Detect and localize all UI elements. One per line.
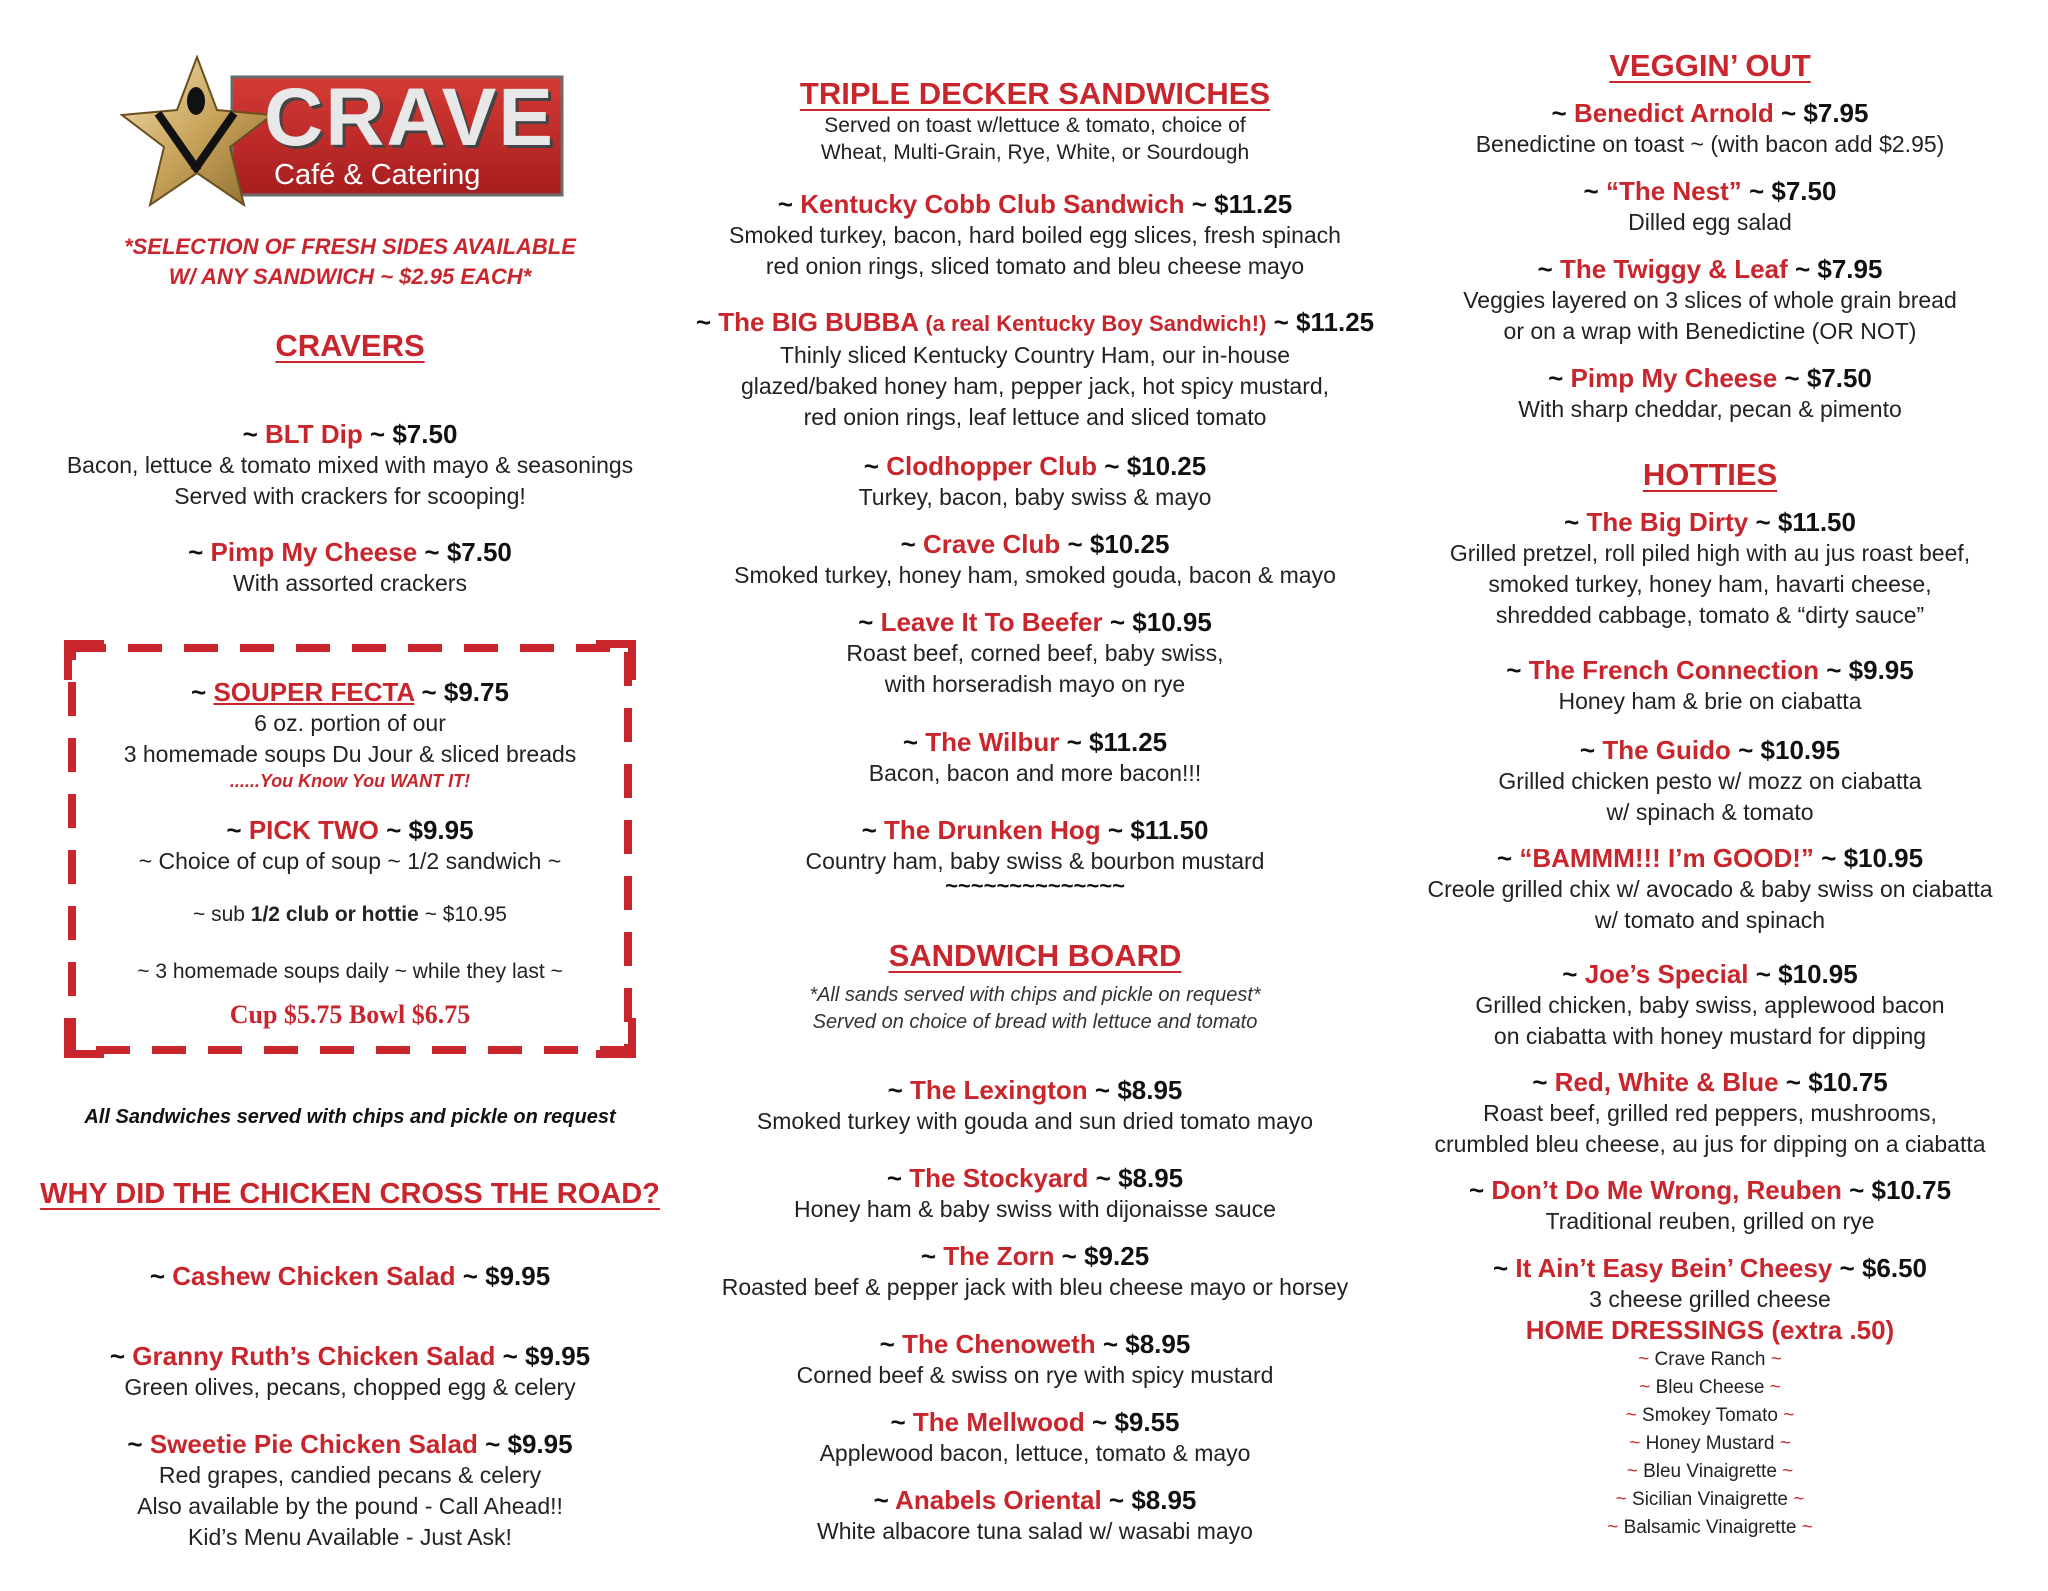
item-desc: Corned beef & swiss on rye with spicy mustard <box>796 1362 1274 1388</box>
item-desc: Dilled egg salad <box>1628 209 1792 235</box>
menu-item: ~ BLT Dip ~ $7.50 Bacon, lettuce & tomato mixed with mayo & seasonings Served with crackers for scooping! <box>40 418 660 512</box>
item-name: The Stockyard <box>909 1163 1089 1193</box>
sandwich-board-heading: SANDWICH BOARD <box>888 938 1182 973</box>
dressing-label: Honey Mustard <box>1645 1433 1775 1454</box>
item-name: The Big Dirty <box>1586 507 1749 537</box>
item-price: $11.25 <box>1296 307 1375 337</box>
item-price: $10.25 <box>1126 451 1207 481</box>
triple-decker-heading: TRIPLE DECKER SANDWICHES <box>799 76 1271 111</box>
item-desc: Thinly sliced Kentucky Country Ham, our in-house <box>779 342 1291 368</box>
dressing-label: Balsamic Vinaigrette <box>1623 1517 1797 1538</box>
item-price: $10.75 <box>1808 1067 1888 1097</box>
dressing-item: ~ Bleu Vinaigrette ~ <box>1626 1461 1794 1482</box>
dressing-item: ~ Crave Ranch ~ <box>1638 1349 1782 1370</box>
item-name: The Zorn <box>943 1241 1055 1271</box>
item-price: $7.50 <box>1806 363 1872 393</box>
cravers-heading: CRAVERS <box>275 328 425 363</box>
item-desc: with horseradish mayo on rye <box>884 671 1186 697</box>
item-desc: glazed/baked honey ham, pepper jack, hot spicy mustard, <box>740 373 1330 399</box>
item-price: $10.25 <box>1089 529 1170 559</box>
item-desc: Country ham, baby swiss & bourbon mustard <box>805 848 1265 874</box>
menu-item: ~ Clodhopper Club ~ $10.25 Turkey, bacon, baby swiss & mayo <box>695 450 1375 513</box>
sub-prefix: ~ sub <box>193 903 251 926</box>
chicken-heading: WHY DID THE CHICKEN CROSS THE ROAD? <box>40 1178 660 1210</box>
dressings-heading: HOME DRESSINGS (extra .50) <box>1525 1315 1895 1345</box>
item-desc: Served with crackers for scooping! <box>174 483 526 509</box>
menu-item: ~ It Ain’t Easy Bein’ Cheesy ~ $6.50 3 cheese grilled cheese <box>1410 1252 2010 1315</box>
souper-content: ~ SOUPER FECTA ~ $9.75 6 oz. portion of our 3 homemade soups Du Jour & sliced breads ......You Know You WANT IT! ~ PICK TWO ~ $9.95 ~ Choice of cup of soup ~ 1/2 sandwich ~ ~ sub 1/2 club or hottie ~ $10.95 ~ 3 homemade soups daily ~ while they last ~ Cup $5.75 Bowl $6.75 <box>64 676 636 1031</box>
item-desc: Turkey, bacon, baby swiss & mayo <box>858 484 1212 510</box>
item-name: Pimp My Cheese <box>210 537 418 567</box>
item-price: $6.50 <box>1861 1253 1928 1283</box>
item-desc: Kid’s Menu Available - Just Ask! <box>188 1524 512 1550</box>
dressings-section <box>1410 1314 2010 1542</box>
item-name: Crave Club <box>922 529 1061 559</box>
item-desc: Roasted beef & pepper jack with bleu cheese mayo or horsey <box>721 1274 1349 1300</box>
item-price: $10.95 <box>1778 959 1858 989</box>
divider: ~~~~~~~~~~~~~~ <box>945 873 1125 898</box>
menu-item: ~ The French Connection ~ $9.95 Honey ham & brie on ciabatta <box>1410 654 2010 717</box>
item-desc: red onion rings, sliced tomato and bleu cheese mayo <box>765 253 1305 279</box>
menu-item: ~ The Chenoweth ~ $8.95 Corned beef & swiss on rye with spicy mustard <box>695 1328 1375 1391</box>
menu-item: ~ Sweetie Pie Chicken Salad ~ $9.95 Red grapes, candied pecans & celery Also available by the pound - Call Ahead!! Kid’s Menu Available - Just Ask! <box>40 1428 660 1553</box>
souper-price: $9.75 <box>443 677 509 707</box>
item-price: $9.95 <box>1848 655 1914 685</box>
item-name: Don’t Do Me Wrong, Reuben <box>1491 1175 1842 1205</box>
item-price: $7.95 <box>1803 98 1869 128</box>
soups-daily: ~ 3 homemade soups daily ~ while they last ~ <box>137 960 563 983</box>
item-name: Pimp My Cheese <box>1570 363 1778 393</box>
logo-wordmark: CRAVE <box>264 72 555 163</box>
item-name: “BAMMM!!! I’m GOOD!” <box>1519 843 1814 873</box>
item-desc: Bacon, bacon and more bacon!!! <box>868 760 1202 786</box>
menu-item: ~ The BIG BUBBA (a real Kentucky Boy Sandwich!) ~ $11.25 Thinly sliced Kentucky Country Ham, our in-house glazed/baked honey ham, pepper jack, hot spicy mustard, red onion rings, leaf lettuce and sliced tomato <box>695 306 1375 433</box>
item-desc: w/ tomato and spinach <box>1594 907 1826 933</box>
item-desc: Creole grilled chix w/ avocado & baby swiss on ciabatta <box>1427 876 1993 902</box>
item-name: Cashew Chicken Salad <box>172 1261 456 1291</box>
item-name: The Mellwood <box>912 1407 1085 1437</box>
item-price: $9.95 <box>485 1261 551 1291</box>
item-price: $10.95 <box>1843 843 1924 873</box>
menu-item: ~ Joe’s Special ~ $10.95 Grilled chicken, baby swiss, applewood bacon on ciabatta with honey mustard for dipping <box>1410 958 2010 1052</box>
menu-item: ~ The Guido ~ $10.95 Grilled chicken pesto w/ mozz on ciabatta w/ spinach & tomato <box>1410 734 2010 828</box>
item-price: $11.50 <box>1130 815 1209 845</box>
souper-tag: ......You Know You WANT IT! <box>229 771 471 791</box>
item-name: It Ain’t Easy Bein’ Cheesy <box>1515 1253 1833 1283</box>
item-desc: red onion rings, leaf lettuce and sliced tomato <box>803 404 1267 430</box>
item-price: $9.25 <box>1084 1241 1150 1271</box>
item-name: Sweetie Pie Chicken Salad <box>149 1429 478 1459</box>
item-price: $11.25 <box>1089 727 1168 757</box>
item-price: $11.25 <box>1214 189 1293 219</box>
item-desc: or on a wrap with Benedictine (OR NOT) <box>1503 318 1917 344</box>
menu-item: ~ Red, White & Blue ~ $10.75 Roast beef, grilled red peppers, mushrooms, crumbled bleu cheese, au jus for dipping on a ciabatta <box>1410 1066 2010 1160</box>
cup-bowl-price: Cup $5.75 Bowl $6.75 <box>229 1000 471 1029</box>
item-name: “The Nest” <box>1605 176 1742 206</box>
sides-note-line: *SELECTION OF FRESH SIDES AVAILABLE <box>124 234 576 259</box>
item-desc: Smoked turkey, honey ham, smoked gouda, bacon & mayo <box>734 562 1336 588</box>
dressing-item: ~ Sicilian Vinaigrette ~ <box>1615 1489 1805 1510</box>
item-name: Granny Ruth’s Chicken Salad <box>132 1341 496 1371</box>
menu-item: ~ Leave It To Beefer ~ $10.95 Roast beef, corned beef, baby swiss, with horseradish mayo on rye <box>695 606 1375 700</box>
item-name: Benedict Arnold <box>1573 98 1774 128</box>
dressing-item: ~ Smokey Tomato ~ <box>1625 1405 1795 1426</box>
menu-item: ~ The Drunken Hog ~ $11.50 Country ham, baby swiss & bourbon mustard ~~~~~~~~~~~~~~ <box>695 814 1375 895</box>
item-desc: Also available by the pound - Call Ahead!! <box>137 1493 563 1519</box>
item-desc: Benedictine on toast ~ (with bacon add $2.95) <box>1475 131 1945 157</box>
item-name: The Drunken Hog <box>884 815 1101 845</box>
dressing-label: Bleu Cheese <box>1655 1377 1765 1398</box>
menu-item: ~ The Stockyard ~ $8.95 Honey ham & baby swiss with dijonaisse sauce <box>695 1162 1375 1225</box>
item-name: The BIG BUBBA <box>718 307 919 337</box>
triple-sub: Served on toast w/lettuce & tomato, choice of <box>824 114 1246 137</box>
board-sub: *All sands served with chips and pickle on request* <box>809 984 1261 1006</box>
item-desc: Traditional reuben, grilled on rye <box>1545 1208 1875 1234</box>
item-name: Clodhopper Club <box>886 451 1098 481</box>
item-price: $8.95 <box>1117 1075 1183 1105</box>
item-price: $10.75 <box>1871 1175 1952 1205</box>
item-name: Anabels Oriental <box>895 1485 1102 1515</box>
item-price: $7.50 <box>392 419 458 449</box>
menu-item: ~ Don’t Do Me Wrong, Reuben ~ $10.75 Traditional reuben, grilled on rye <box>1410 1174 2010 1237</box>
item-name: The French Connection <box>1528 655 1820 685</box>
item-desc: w/ spinach & tomato <box>1606 799 1814 825</box>
item-price: $10.95 <box>1760 735 1841 765</box>
pick-two-desc: ~ Choice of cup of soup ~ 1/2 sandwich ~ <box>138 848 562 874</box>
item-name: Joe’s Special <box>1584 959 1749 989</box>
item-price: $7.95 <box>1817 254 1883 284</box>
item-price: $8.95 <box>1118 1163 1184 1193</box>
item-price: $10.95 <box>1132 607 1212 637</box>
menu-item: ~ Cashew Chicken Salad ~ $9.95 <box>149 1261 551 1291</box>
item-desc: Grilled chicken, baby swiss, applewood bacon <box>1475 992 1945 1018</box>
board-sub: Served on choice of bread with lettuce and tomato <box>812 1011 1258 1033</box>
item-name: Red, White & Blue <box>1554 1067 1779 1097</box>
dressing-item: ~ Bleu Cheese ~ <box>1639 1377 1781 1398</box>
souper-fecta-box <box>64 640 636 1058</box>
veggin-heading: VEGGIN’ OUT <box>1609 48 1811 83</box>
item-desc: Grilled chicken pesto w/ mozz on ciabatta <box>1498 768 1922 794</box>
crave-logo <box>112 55 572 215</box>
item-desc: Honey ham & baby swiss with dijonaisse sauce <box>794 1196 1276 1222</box>
item-desc: Red grapes, candied pecans & celery <box>158 1462 542 1488</box>
sub-suffix: ~ $10.95 <box>418 903 507 926</box>
item-desc: White albacore tuna salad w/ wasabi mayo <box>817 1518 1253 1544</box>
item-price: $9.95 <box>507 1429 573 1459</box>
menu-item: ~ The Lexington ~ $8.95 Smoked turkey with gouda and sun dried tomato mayo <box>695 1074 1375 1137</box>
sides-note <box>40 232 660 292</box>
item-desc: Veggies layered on 3 slices of whole grain bread <box>1463 287 1957 313</box>
item-desc: Roast beef, grilled red peppers, mushrooms, <box>1483 1100 1937 1126</box>
menu-item: ~ Crave Club ~ $10.25 Smoked turkey, honey ham, smoked gouda, bacon & mayo <box>695 528 1375 591</box>
item-name: BLT Dip <box>264 419 363 449</box>
item-price: $8.95 <box>1131 1485 1197 1515</box>
dressing-label: Crave Ranch <box>1654 1349 1766 1370</box>
item-price: $8.95 <box>1125 1329 1191 1359</box>
souper-desc: 3 homemade soups Du Jour & sliced breads <box>123 741 577 767</box>
item-desc: 3 cheese grilled cheese <box>1589 1286 1831 1312</box>
item-desc: Roast beef, corned beef, baby swiss, <box>846 640 1224 666</box>
triple-sub: Wheat, Multi-Grain, Rye, White, or Sourdough <box>820 141 1250 164</box>
menu-item: ~ Granny Ruth’s Chicken Salad ~ $9.95 Green olives, pecans, chopped egg & celery <box>40 1340 660 1403</box>
item-price: $9.55 <box>1114 1407 1180 1437</box>
item-price: $11.50 <box>1777 507 1856 537</box>
pick-two-name: PICK TWO <box>248 815 379 845</box>
menu-item: ~ Benedict Arnold ~ $7.95 Benedictine on toast ~ (with bacon add $2.95) <box>1410 97 2010 160</box>
item-desc: With sharp cheddar, pecan & pimento <box>1518 396 1902 422</box>
item-desc: shredded cabbage, tomato & “dirty sauce” <box>1495 602 1925 628</box>
item-price: $9.95 <box>525 1341 591 1371</box>
item-name: The Wilbur <box>925 727 1060 757</box>
item-desc: Applewood bacon, lettuce, tomato & mayo <box>819 1440 1251 1466</box>
menu-item: ~ Pimp My Cheese ~ $7.50 With assorted crackers <box>40 536 660 599</box>
item-name: The Chenoweth <box>902 1329 1096 1359</box>
sub-bold: 1/2 club or hottie <box>250 903 419 926</box>
dressing-item: ~ Honey Mustard ~ <box>1629 1433 1791 1454</box>
menu-item: ~ The Zorn ~ $9.25 Roasted beef & pepper jack with bleu cheese mayo or horsey <box>695 1240 1375 1303</box>
menu-item: ~ The Wilbur ~ $11.25 Bacon, bacon and more bacon!!! <box>695 726 1375 789</box>
souper-desc: 6 oz. portion of our <box>254 710 446 736</box>
item-desc: Smoked turkey with gouda and sun dried tomato mayo <box>756 1108 1314 1134</box>
item-name: Leave It To Beefer <box>880 607 1103 637</box>
dressing-label: Sicilian Vinaigrette <box>1632 1489 1788 1510</box>
pick-two-price: $9.95 <box>408 815 474 845</box>
menu-item: ~ “BAMMM!!! I’m GOOD!” ~ $10.95 Creole grilled chix w/ avocado & baby swiss on ciabatta w/ tomato and spinach <box>1410 842 2010 936</box>
logo-tagline: Café & Catering <box>274 159 481 191</box>
item-desc: Smoked turkey, bacon, hard boiled egg slices, fresh spinach <box>729 222 1341 248</box>
menu-item: ~ The Twiggy & Leaf ~ $7.95 Veggies layered on 3 slices of whole grain bread or on a wrap with Benedictine (OR NOT) <box>1410 253 2010 347</box>
dressing-label: Smokey Tomato <box>1642 1405 1778 1426</box>
dressing-item: ~ Balsamic Vinaigrette ~ <box>1607 1517 1813 1538</box>
menu-item: ~ “The Nest” ~ $7.50 Dilled egg salad <box>1410 175 2010 238</box>
menu-item: ~ Pimp My Cheese ~ $7.50 With sharp cheddar, pecan & pimento <box>1410 362 2010 425</box>
sub-option <box>64 899 636 930</box>
menu-item: ~ The Big Dirty ~ $11.50 Grilled pretzel, roll piled high with au jus roast beef, smoked turkey, honey ham, havarti cheese, shredded cabbage, tomato & “dirty sauce” <box>1410 506 2010 631</box>
chips-note: All Sandwiches served with chips and pickle on request <box>84 1106 616 1128</box>
item-desc: on ciabatta with honey mustard for dipping <box>1493 1023 1927 1049</box>
souper-name: SOUPER FECTA <box>213 677 415 707</box>
sides-note-line: W/ ANY SANDWICH ~ $2.95 EACH* <box>168 264 532 289</box>
item-desc: With assorted crackers <box>233 570 467 596</box>
item-name: The Guido <box>1602 735 1731 765</box>
menu-item: ~ The Mellwood ~ $9.55 Applewood bacon, lettuce, tomato & mayo <box>695 1406 1375 1469</box>
item-desc: Honey ham & brie on ciabatta <box>1558 688 1862 714</box>
item-name: The Lexington <box>910 1075 1088 1105</box>
menu-item: ~ Kentucky Cobb Club Sandwich ~ $11.25 Smoked turkey, bacon, hard boiled egg slices, fresh spinach red onion rings, sliced tomato and bleu cheese mayo <box>695 188 1375 282</box>
menu-item: ~ Anabels Oriental ~ $8.95 White albacore tuna salad w/ wasabi mayo <box>695 1484 1375 1547</box>
item-extra: (a real Kentucky Boy Sandwich!) <box>925 311 1267 336</box>
item-desc: Bacon, lettuce & tomato mixed with mayo & seasonings <box>66 452 634 478</box>
hotties-heading: HOTTIES <box>1642 457 1778 492</box>
item-name: The Twiggy & Leaf <box>1559 254 1788 284</box>
item-desc: smoked turkey, honey ham, havarti cheese, <box>1488 571 1932 597</box>
item-price: $7.50 <box>1771 176 1837 206</box>
item-name: Kentucky Cobb Club Sandwich <box>800 189 1185 219</box>
item-desc: Grilled pretzel, roll piled high with au jus roast beef, <box>1449 540 1971 566</box>
item-price: $7.50 <box>446 537 512 567</box>
item-desc: crumbled bleu cheese, au jus for dipping on a ciabatta <box>1434 1131 1986 1157</box>
dressing-label: Bleu Vinaigrette <box>1643 1461 1777 1482</box>
item-desc: Green olives, pecans, chopped egg & celery <box>124 1374 576 1400</box>
